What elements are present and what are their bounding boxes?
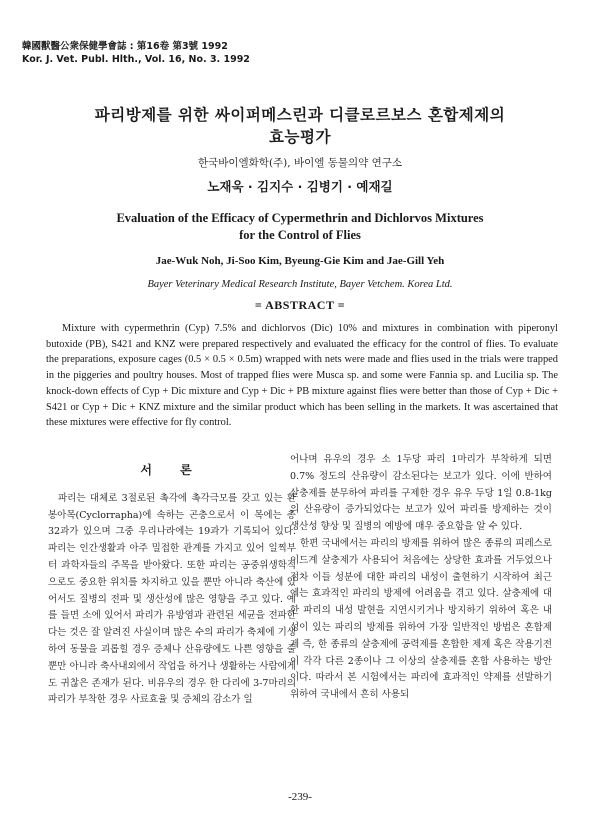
section-heading-introduction: 서 론 — [140, 463, 204, 477]
english-institute: Bayer Veterinary Medical Research Institute, Bayer Vetchem. Korea Ltd. — [147, 279, 453, 290]
korean-title-line2: 효능평가 — [269, 127, 331, 146]
body-paragraph: 한편 국내에서는 파리의 방제를 위하여 많은 종류의 피레스로이드계 살충제가 사용되어 처음에는 상당한 효과를 거두었으나 점차 이들 성분에 대한 파리의 내성이 출현하기 시작하여 최근에는 효과적인 파리의 방제에 어려움을 겪고 있다. 살충제에 대한 파리의 내성 발현을 지연시키거나 방지하기 위하여 혹은 내성이 있는 파리의 방제를 위하여 가장 일반적인 방법은 혼합제제 즉, 한 종류의 살충제에 공력제를 혼합한 제제 혹은 작용기전이 각각 다른 2종이나 그 이상의 살충제를 혼합 사용하는 방안이다. 따라서 본 시험에서는 파리에 효과적인 약제를 선발하기 위하여 국내에서 흔히 사용되 — [290, 537, 552, 701]
korean-title — [30, 104, 570, 148]
page-number: -239- — [288, 791, 312, 803]
body-column-left — [48, 462, 296, 709]
korean-institute: 한국바이엘화학(주), 바이엘 동물의약 연구소 — [197, 157, 403, 169]
english-authors: Jae-Wuk Noh, Ji-Soo Kim, Byeung-Gie Kim and Jae-Gill Yeh — [155, 255, 445, 267]
body-paragraph: 어나며 유우의 경우 소 1두당 파리 1마리가 부착하게 되면 0.7% 정도의 산유량이 감소된다는 보고가 있다. 이에 반하여 살충제를 분무하여 파리를 구제한 경우 유우 두당 1일 0.8-1kg의 산유량이 증가되었다는 보고가 있어 파리를 방제하는 것이 생산성 향상 및 질병의 예방에 매우 중요함을 알 수 있다. — [290, 454, 552, 533]
english-title-line2: for the Control of Flies — [239, 228, 361, 242]
journal-citation-english: Kor. J. Vet. Publ. Hlth., Vol. 16, No. 3. 1992 — [22, 54, 250, 65]
body-column-right — [290, 452, 552, 704]
abstract-heading: = ABSTRACT = — [254, 298, 346, 312]
korean-title-line1: 파리방제를 위한 싸이퍼메스린과 디클로르보스 혼합제제의 — [94, 105, 506, 124]
body-paragraph: 파리는 대체로 3절로된 촉각에 촉각극모를 갖고 있는 환봉아목(Cyclorrapha)에 속하는 곤충으로서 이 목에는 총 32과가 있으며 그중 우리나라에는 19과가 기록되어 있다. 파리는 인간생활과 아주 밀접한 관계를 가지고 있어 일찍부터 과학자들의 주목을 받아왔다. 또한 파리는 공중위생학적으로도 중요한 위치를 차지하고 있을 뿐만 아니라 축산에 있어서도 질병의 전파 및 생산성에 많은 영향을 주고 있다. 예를 들면 소에 있어서 파리가 유방염과 관련된 세균을 전파한다는 것은 잘 알려진 사실이며 많은 수의 파리가 축체에 기생하여 동물을 괴롭힐 경우 증체나 산유량에도 나쁜 영향을 줄 뿐만 아니라 축사내외에서 작업을 하거나 생활하는 사람에게도 귀찮은 존재가 된다. 비유우의 경우 한 다리에 3-7마리의 파리가 부착한 경우 사료효율 및 증체의 감소가 일 — [48, 492, 296, 706]
journal-header — [22, 40, 250, 66]
english-title-line1: Evaluation of the Efficacy of Cypermethrin and Dichlorvos Mixtures — [116, 211, 484, 225]
abstract-text: Mixture with cypermethrin (Cyp) 7.5% and dichlorvos (Dic) 10% and mixtures in combination with piperonyl butoxide (PB), S421 and KNZ were prepared respectively and evaluated the efficacy for the control of flies. To evaluate the preparations, exposure cages (0.5 × 0.5 × 0.5m) wrapped with nets were made and flies used in the trials were trapped in the piggeries and poultry houses. Most of trapped flies were Musca sp. and some were Fannia sp. and Lucilia sp. The knock-down effects of Cyp + Dic mixture and Cyp + Dic + PB mixture against flies were better than those of Cyp + Dic + S421 or Cyp + Dic + KNZ mixture and the similar product which has been selling in the markets. It was ascertained that these mixtures were effective for fly control. — [46, 323, 558, 429]
korean-authors: 노재욱 · 김지수 · 김병기 · 예재길 — [207, 179, 393, 194]
journal-citation-korean: 韓國獸醫公衆保健學會誌 : 第16卷 第3號 1992 — [22, 41, 228, 52]
english-title — [30, 210, 570, 244]
